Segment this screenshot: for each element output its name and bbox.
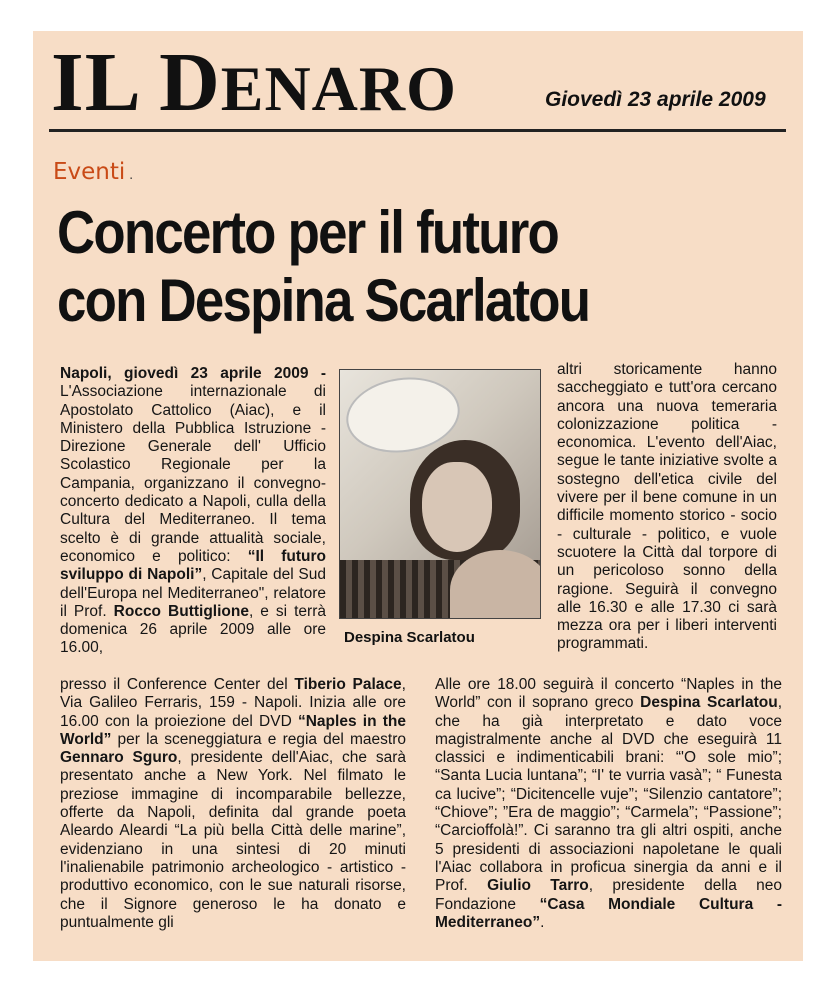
article-column-lower-right: Alle ore 18.00 seguirà il concerto “Naples in the World” con il soprano greco Despina Scarlatou, che ha già interpretato e dato voce magistralmente anche al DVD che eseguirà 11 classici e indimenticabili brani: “'O sole mio”; “Santa Lucia luntana”; “I' te vurria vasà”; “ Funesta ca lucive”; “Dicitencelle vuje”; “Silenzio cantatore”; “Chiove”; ”Era de maggio”; “Carmela”; “Passione”; “Carcioffolà!”. Ci saranno tra gli altri ospiti, anche 5 presidenti di associazioni napoletane le quali l'Aiac collabora in proficua sinergia da anni e il Prof. Giulio Tarro, presidente della neo Fondazione “Casa Mondiale Cultura - Mediterraneo”. [435, 676, 783, 931]
section-label: Eventi . [53, 159, 134, 185]
portrait-photo [339, 369, 541, 619]
newspaper-clipping [33, 31, 803, 961]
issue-date: Giovedì 23 aprile 2009 [545, 88, 766, 111]
headline-line-2: con Despina Scarlatou [57, 267, 590, 334]
headline-line-1: Concerto per il futuro [57, 199, 559, 266]
article-column-lower-left: presso il Conference Center del Tiberio Palace, Via Galileo Ferraris, 159 - Napoli. Inizia alle ore 16.00 con la proiezione del DVD “Naples in the World” per la sceneggiatura e regia del maestro Gennaro Sguro, presidente dell'Aiac, che sarà presentato anche a New York. Nel filmato le preziose immagine di incomparabile bellezze, offerte da Napoli, definita dal grande poeta Aleardo Aleardi “La più bella Città delle marine”, evidenziano in una sintesi di 20 minuti l'inalienabile patrimonio archeologico - artistico - produttivo economico, con le sue naturali risorse, che il Signore generoso le ha donato e puntualmente gli [60, 676, 406, 931]
masthead-logo: IL DENARO [51, 36, 457, 129]
article-headline [57, 199, 708, 335]
article-column-3: altri storicamente hanno saccheggiato e tutt'ora cercano ancora una nuova temeraria colonizzazione politica - economica. L'evento dell'Aiac, segue le tante iniziative svolte a sostegno dell'etica civile del vivere per il bene comune in un difficile momento storico - socio - culturale - politico, e vuole scuotere la Città dal torpore di un pericoloso sonno della ragione. Seguirà il convegno alle 16.30 e alle 17.30 ci sarà mezza ora per i liberi interventi programmati. [557, 361, 777, 653]
photo-caption: Despina Scarlatou [344, 629, 475, 646]
article-column-1: Napoli, giovedì 23 aprile 2009 - L'Associazione internazionale di Apostolato Cattolico (Aiac), e il Ministero della Pubblica Istruzione - Direzione Generale dell' Ufficio Scolastico Regionale per la Campania, organizzano il convegno-concerto dedicato a Napoli, culla della Cultura del Mediterraneo. Il tema scelto è di grande attualità sociale, economico e politico: “Il futuro sviluppo di Napoli”, Capitale del Sud dell'Europa nel Mediterraneo", relatore il Prof. Rocco Buttiglione, e si terrà domenica 26 aprile 2009 alle ore 16.00, [60, 365, 327, 657]
masthead-rule [49, 129, 786, 132]
